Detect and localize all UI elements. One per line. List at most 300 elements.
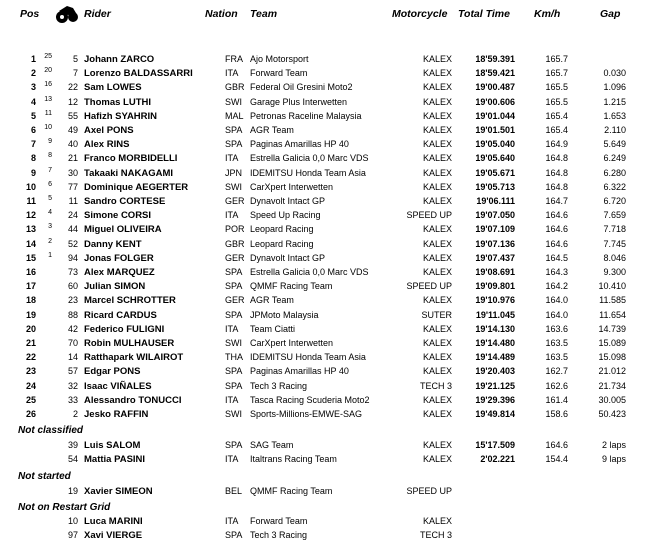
cell-moto: TECH 3 [419,380,452,391]
table-row [0,124,650,138]
cell-pos: 18 [25,295,36,306]
cell-num: 30 [67,167,78,178]
cell-rider: Isaac VIÑALES [84,380,152,392]
cell-team: Forward Team [250,516,308,526]
table-row [0,380,650,394]
cell-gap: 6.280 [603,167,626,178]
table-row [0,167,650,181]
cell-pos: 4 [30,96,36,107]
cell-num: 22 [67,82,78,93]
cell-moto: KALEX [422,82,452,93]
cell-team: Garage Plus Interwetten [250,96,348,107]
cell-time: 19'14.480 [475,338,515,348]
cell-moto: SPEED UP [406,210,452,221]
table-row [0,309,650,323]
cell-nat: MAL [225,110,244,121]
cell-pos: 13 [25,224,36,235]
cell-num: 24 [67,210,78,221]
cell-nat: FRA [225,54,243,64]
table-row [0,238,650,252]
cell-pts: 7 [48,166,52,174]
cell-team: SAG Team [250,440,294,450]
header-gap: Gap [600,8,621,20]
cell-rider: Thomas LUTHI [84,96,152,108]
cell-kmh: 165.5 [545,96,568,107]
cell-gap: 8.046 [603,252,626,263]
cell-rider: Alessandro TONUCCI [84,394,182,406]
cell-nat: ITA [225,153,239,164]
cell-gap: 7.745 [603,238,626,249]
cell-team: Leopard Racing [250,224,314,235]
cell-kmh: 164.0 [545,295,568,306]
cell-team: Sports-Millions-EMWE-SAG [250,409,363,419]
cell-pos: 17 [25,281,36,292]
cell-rider: Simone CORSI [84,210,152,222]
cell-rider: Marcel SCHROTTER [84,295,176,307]
table-row [0,266,650,280]
cell-pts: 16 [44,81,52,89]
cell-nat: JPN [225,167,243,178]
cell-num: 60 [67,281,78,292]
cell-time: 18'59.421 [475,68,515,79]
cell-rider: Ratthapark WILAIROT [84,352,184,364]
cell-time: 19'29.396 [475,394,515,405]
cell-kmh: 163.6 [545,323,568,334]
cell-pos: 26 [25,409,36,419]
cell-moto: KALEX [422,238,452,249]
cell-moto: KALEX [422,181,452,192]
cell-time: 15'17.509 [475,440,515,450]
table-row [0,223,650,237]
cell-pts: 5 [48,195,52,202]
cell-rider: Luis SALOM [84,440,141,451]
cell-time: 19'05.713 [475,181,515,192]
cell-gap: 6.720 [603,196,626,206]
cell-moto: KALEX [422,295,452,306]
cell-nat: SPA [225,281,243,292]
cell-rider: Robin MULHAUSER [84,338,175,349]
cell-rider: Sandro CORTESE [84,196,166,207]
cell-nat: SWI [225,96,242,107]
cell-nat: SPA [225,380,243,391]
cell-nat: THA [225,352,243,363]
cell-moto: KALEX [422,139,452,150]
cell-nat: BEL [225,486,243,496]
cell-rider: Danny KENT [84,238,142,250]
cell-gap: 9 laps [601,454,626,464]
cell-gap: 14.739 [598,323,626,334]
cell-nat: GBR [225,238,245,249]
cell-num: 94 [67,252,78,263]
cell-team: Federal Oil Gresini Moto2 [250,82,353,93]
cell-nat: SPA [225,125,243,135]
cell-team: Italtrans Racing Team [250,454,337,464]
cell-team: Paginas Amarillas HP 40 [250,139,349,150]
cell-pos: 8 [30,153,36,164]
cell-team: IDEMITSU Honda Team Asia [250,167,366,178]
cell-rider: Xavi VIERGE [84,530,143,541]
cell-kmh: 164.2 [545,281,568,292]
cell-moto: SPEED UP [406,486,452,496]
cell-nat: SPA [225,440,243,450]
cell-moto: TECH 3 [419,530,452,540]
cell-kmh: 162.6 [545,380,568,391]
header-rider: Rider [84,8,111,20]
cell-nat: POR [225,224,245,235]
cell-pts: 25 [44,53,52,60]
cell-num: 5 [72,54,78,64]
cell-pos: 9 [30,167,36,178]
cell-kmh: 162.7 [545,366,568,377]
cell-gap: 1.215 [603,96,626,107]
cell-moto: KALEX [422,338,452,348]
cell-num: 57 [67,366,78,377]
cell-kmh: 163.5 [545,352,568,363]
cell-kmh: 164.8 [545,153,568,164]
cell-nat: SWI [225,409,242,419]
cell-pos: 5 [30,110,36,121]
cell-moto: KALEX [422,167,452,178]
cell-team: Estrella Galicia 0,0 Marc VDS [250,153,369,164]
cell-num: 54 [67,454,78,464]
cell-gap: 2.110 [604,125,626,135]
cell-team: Estrella Galicia 0,0 Marc VDS [250,267,369,277]
cell-time: 19'01.044 [475,110,515,121]
cell-num: 12 [67,96,78,107]
cell-team: AGR Team [250,295,294,306]
cell-moto: KALEX [422,125,452,135]
cell-time: 18'59.391 [475,54,515,64]
cell-nat: SPA [225,366,243,377]
cell-pts: 10 [44,124,52,131]
cell-kmh: 161.4 [545,394,568,405]
table-row [0,252,650,266]
cell-team: QMMF Racing Team [250,281,333,292]
cell-moto: KALEX [422,440,452,450]
cell-time: 19'06.111 [476,196,515,206]
motorcycle-logo-icon [55,3,79,25]
cell-pts: 2 [48,237,52,245]
cell-time: 19'00.487 [475,82,515,93]
cell-pos: 1 [30,54,36,64]
cell-kmh: 164.7 [545,196,568,206]
cell-nat: SPA [225,309,243,320]
cell-kmh: 164.6 [545,238,568,249]
cell-team: AGR Team [250,125,294,135]
cell-num: 42 [67,323,78,334]
cell-pos: 21 [25,338,36,348]
cell-team: Paginas Amarillas HP 40 [250,366,349,377]
cell-num: 88 [67,309,78,320]
cell-rider: Lorenzo BALDASSARRI [84,68,193,80]
cell-rider: Julian SIMON [84,281,146,293]
cell-rider: Axel PONS [84,125,134,136]
cell-kmh: 165.7 [545,54,568,64]
cell-kmh: 163.5 [545,338,568,348]
cell-rider: Franco MORBIDELLI [84,153,178,165]
cell-gap: 15.089 [598,338,626,348]
cell-nat: GBR [225,82,245,93]
cell-num: 55 [67,110,78,121]
cell-team: Petronas Raceline Malaysia [250,110,362,121]
cell-time: 19'05.040 [475,139,515,150]
cell-time: 19'00.606 [475,96,515,107]
cell-pos: 2 [30,68,36,79]
cell-gap: 21.734 [598,380,626,391]
cell-pos: 22 [25,352,36,363]
cell-pts: 20 [44,67,52,75]
table-row [0,67,650,81]
cell-pos: 12 [25,210,36,221]
cell-nat: GER [225,252,245,263]
cell-time: 2'02.221 [480,454,515,464]
table-row [0,365,650,379]
cell-num: 32 [67,380,78,391]
cell-kmh: 154.4 [545,454,568,464]
cell-moto: KALEX [422,110,452,121]
cell-pts: 9 [48,138,52,146]
table-row [0,515,650,529]
cell-pts: 1 [48,251,52,259]
cell-rider: Edgar PONS [84,366,141,378]
cell-num: 19 [67,486,78,496]
cell-rider: Jesko RAFFIN [84,409,149,420]
cell-time: 19'09.801 [475,281,515,292]
cell-kmh: 165.4 [545,110,568,121]
table-row [0,110,650,124]
cell-team: CarXpert Interwetten [250,181,334,192]
cell-moto: KALEX [422,68,452,79]
cell-nat: ITA [225,68,239,79]
table-row [0,485,650,499]
cell-num: 52 [67,238,78,249]
cell-team: Leopard Racing [250,238,314,249]
cell-team: Dynavolt Intact GP [250,252,326,263]
cell-time: 19'20.403 [475,366,515,377]
cell-gap: 50.423 [598,409,626,419]
cell-time: 19'08.691 [475,267,515,277]
cell-num: 11 [68,196,78,206]
cell-pos: 14 [25,238,36,249]
cell-kmh: 164.0 [545,309,568,320]
cell-kmh: 164.5 [545,252,568,263]
cell-num: 40 [67,139,78,150]
cell-time: 19'05.671 [475,167,515,178]
cell-moto: KALEX [422,409,452,419]
cell-pts: 4 [48,209,52,217]
cell-gap: 11.654 [599,309,626,320]
cell-rider: Luca MARINI [84,516,143,527]
table-row [0,453,650,467]
table-row [0,138,650,152]
cell-moto: KALEX [422,366,452,377]
table-header [0,0,650,28]
table-row [0,280,650,294]
cell-kmh: 164.6 [545,440,568,450]
cell-time: 19'10.976 [475,295,515,306]
cell-team: JPMoto Malaysia [250,309,319,320]
cell-rider: Alex RINS [84,139,130,151]
cell-num: 33 [67,394,78,405]
header-team: Team [250,8,278,20]
header-total-time: Total Time [458,8,510,20]
cell-num: 21 [67,153,78,164]
cell-pos: 7 [30,139,36,150]
cell-team: Tasca Racing Scuderia Moto2 [250,394,370,405]
table-row [0,408,650,422]
cell-nat: SWI [225,338,242,348]
cell-gap: 30.005 [598,394,626,405]
cell-nat: SWI [225,181,242,192]
cell-rider: Sam LOWES [84,82,142,94]
cell-pos: 3 [30,82,36,93]
cell-gap: 11.585 [599,295,626,306]
cell-gap: 0.030 [603,68,626,79]
cell-nat: SPA [225,267,243,277]
cell-team: IDEMITSU Honda Team Asia [250,352,366,363]
cell-pos: 24 [25,380,36,391]
cell-team: Tech 3 Racing [250,530,308,540]
cell-gap: 7.718 [603,224,626,235]
cell-num: 70 [67,338,78,348]
cell-gap: 6.249 [603,153,626,164]
cell-kmh: 164.8 [545,167,568,178]
cell-pos: 16 [25,267,36,277]
cell-team: Ajo Motorsport [250,54,309,64]
cell-team: Team Ciatti [250,323,296,334]
cell-moto: KALEX [422,54,452,64]
cell-rider: Johann ZARCO [84,54,155,65]
cell-time: 19'07.050 [475,210,515,221]
not-started-heading: Not started [18,471,71,482]
cell-time: 19'14.489 [475,352,515,363]
cell-rider: Miguel OLIVEIRA [84,224,162,236]
table-row [0,152,650,166]
cell-num: 10 [67,516,78,526]
cell-kmh: 164.6 [545,224,568,235]
cell-rider: Mattia PASINI [84,454,146,465]
cell-pts: 13 [44,95,52,103]
cell-time: 19'14.130 [475,323,515,334]
table-row [0,351,650,365]
cell-num: 44 [67,224,78,235]
cell-pos: 20 [25,323,36,334]
table-row [0,209,650,223]
cell-gap: 10.410 [598,281,626,292]
cell-gap: 7.659 [603,210,626,221]
cell-rider: Federico FULIGNI [84,323,165,335]
cell-gap: 21.012 [598,366,626,377]
table-row [0,53,650,67]
cell-moto: SUTER [421,309,452,320]
cell-kmh: 164.9 [545,139,568,150]
cell-gap: 2 laps [601,440,626,450]
cell-pos: 10 [25,181,36,192]
cell-moto: KALEX [422,267,452,277]
not-restart-heading: Not on Restart Grid [18,502,111,513]
cell-num: 39 [67,440,78,450]
cell-nat: SPA [225,139,243,150]
table-row [0,337,650,351]
cell-time: 19'01.501 [475,125,515,135]
cell-time: 19'07.136 [475,238,515,249]
cell-kmh: 164.6 [545,210,568,221]
cell-rider: Takaaki NAKAGAMI [84,167,174,179]
cell-moto: KALEX [422,96,452,107]
cell-moto: KALEX [422,224,452,235]
cell-time: 19'21.125 [475,380,515,391]
header-motorcycle: Motorcycle [392,8,448,20]
cell-rider: Hafizh SYAHRIN [84,110,158,122]
cell-nat: ITA [225,323,239,334]
cell-moto: KALEX [422,196,452,206]
cell-kmh: 165.4 [545,125,568,135]
cell-num: 97 [67,530,78,540]
cell-moto: KALEX [422,323,452,334]
cell-moto: KALEX [422,153,452,164]
cell-moto: KALEX [422,252,452,263]
cell-team: Tech 3 Racing [250,380,308,391]
cell-num: 14 [67,352,78,363]
cell-num: 2 [72,409,78,419]
cell-pos: 19 [25,309,36,320]
cell-pos: 15 [25,252,36,263]
cell-num: 23 [67,295,78,306]
table-row [0,394,650,408]
cell-time: 19'11.045 [475,309,515,320]
cell-rider: Xavier SIMEON [84,486,153,497]
cell-nat: ITA [225,210,239,221]
table-row [0,529,650,543]
header-nation: Nation [205,8,238,20]
header-kmh: Km/h [534,8,561,20]
not-classified-heading: Not classified [18,425,84,436]
cell-nat: SPA [225,530,243,540]
cell-gap: 1.096 [603,82,626,93]
cell-time: 19'07.109 [475,224,515,235]
header-pos: Pos [20,8,40,20]
cell-time: 19'07.437 [475,252,515,263]
table-row [0,96,650,110]
cell-pts: 6 [48,180,52,188]
cell-pos: 11 [26,196,36,206]
cell-team: CarXpert Interwetten [250,338,334,348]
table-row [0,195,650,209]
cell-nat: ITA [225,394,239,405]
cell-gap: 5.649 [603,139,626,150]
cell-pts: 8 [48,152,52,160]
cell-kmh: 165.5 [545,82,568,93]
cell-nat: ITA [225,516,239,526]
table-row [0,439,650,453]
cell-kmh: 164.3 [545,267,568,277]
cell-kmh: 164.8 [545,181,568,192]
cell-nat: ITA [225,454,239,464]
cell-gap: 15.098 [598,352,626,363]
cell-team: Forward Team [250,68,308,79]
cell-pos: 6 [30,125,36,135]
cell-rider: Ricard CARDUS [84,309,157,321]
cell-nat: GER [225,295,245,306]
table-row [0,294,650,308]
cell-num: 73 [67,267,78,277]
cell-moto: KALEX [422,454,452,464]
cell-time: 19'05.640 [475,153,515,164]
cell-moto: SPEED UP [406,281,452,292]
cell-num: 49 [67,125,78,135]
cell-kmh: 158.6 [545,409,568,419]
cell-pos: 25 [25,394,36,405]
